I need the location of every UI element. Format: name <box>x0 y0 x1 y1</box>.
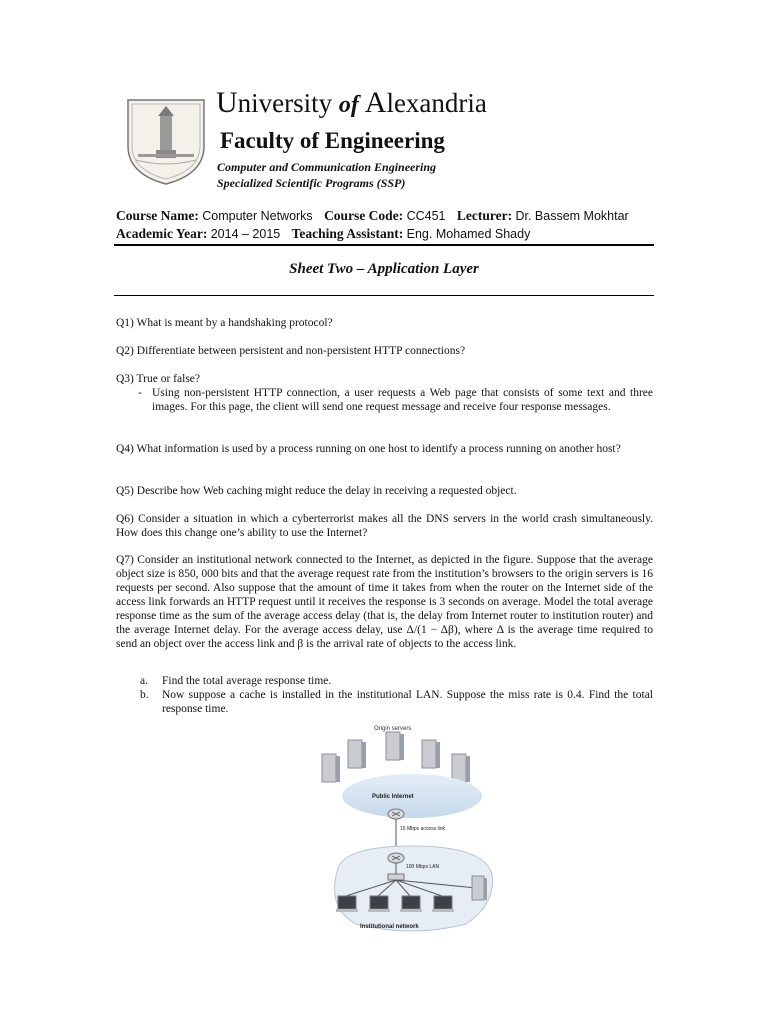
server-icon <box>322 754 340 782</box>
teaching-assistant-label: Teaching Assistant: <box>291 226 404 241</box>
part-a-label: a. <box>140 675 148 687</box>
computer-icon <box>336 896 358 912</box>
program-name: Specialized Scientific Programs (SSP) <box>217 176 406 190</box>
course-name-label: Course Name: <box>116 208 199 223</box>
question-1: Q1) What is meant by a handshaking protocol? <box>116 317 333 329</box>
bullet-dash: - <box>138 387 142 399</box>
server-icon <box>348 740 366 768</box>
sheet-title: Sheet Two – Application Layer <box>289 261 479 277</box>
question-7-part-b <box>140 688 653 716</box>
lecturer-value: Dr. Bassem Mokhtar <box>515 209 629 223</box>
institutional-router-icon <box>388 853 404 863</box>
question-7: Q7) Consider an institutional network connected to the Internet, as depicted in the figure. Suppose that the average object size is 850, 000 bits and that the average request rate from the institution’s browsers to the origin servers is 16 requests per second. Also suppose that the amount of time it takes from when the router on the Internet side of the access link forwards an HTTP request until it receives the response is 3 seconds on average. Model the total average response time as the sum of the average access delay (that is, the delay from Internet router to institution router) and the average Internet delay. For the average access delay, use Δ/(1 − Δβ), where Δ is the average time required to send an object over the access link and β is the arrival rate of objects to the access link. <box>116 554 653 650</box>
institutional-network-label: Institutional network <box>360 924 419 930</box>
question-2: Q2) Differentiate between persistent and non-persistent HTTP connections? <box>116 345 466 357</box>
question-3-statement <box>138 386 653 414</box>
question-3: Q3) True or false? <box>116 373 200 385</box>
header-divider <box>114 244 654 246</box>
institutional-network-cloud <box>335 846 493 931</box>
title-divider <box>114 295 654 296</box>
course-code-label: Course Code: <box>324 208 404 223</box>
server-icon <box>386 732 404 760</box>
computer-icon <box>400 896 422 912</box>
course-name-value: Computer Networks <box>202 209 313 223</box>
network-diagram <box>316 718 508 938</box>
part-b-label: b. <box>140 689 149 701</box>
internet-router-icon <box>388 809 404 819</box>
question-6: Q6) Consider a situation in which a cyberterrorist makes all the DNS servers in the world crash simultaneously. How does this change one’s ability to use the Internet? <box>116 513 653 539</box>
academic-year-label: Academic Year: <box>116 226 208 241</box>
part-a-text: Find the total average response time. <box>162 675 332 687</box>
question-4: Q4) What information is used by a process running on one host to identify a process running on another host? <box>116 443 621 455</box>
access-link-label: 15 Mbps access link <box>400 826 446 832</box>
network-figure <box>316 718 508 938</box>
course-info-line-1 <box>116 208 637 224</box>
title-letter-a: A <box>358 86 387 119</box>
title-part-of: of <box>338 92 359 118</box>
university-logo <box>122 94 210 188</box>
question-5: Q5) Describe how Web caching might reduce the delay in receiving a requested object. <box>116 485 517 497</box>
computer-icon <box>432 896 454 912</box>
part-b-text: Now suppose a cache is installed in the institutional LAN. Suppose the miss rate is 0.4. Find the total response time. <box>162 689 653 715</box>
teaching-assistant-value: Eng. Mohamed Shady <box>406 227 531 241</box>
lan-switch-icon <box>388 874 404 880</box>
question-3-statement-text: Using non-persistent HTTP connection, a user requests a Web page that consists of some text and three images. For this page, the client will send one request message and receive four response messages. <box>152 387 653 413</box>
origin-servers-label: Origin servers <box>374 726 412 732</box>
computer-icon <box>368 896 390 912</box>
question-7-part-a <box>140 674 653 688</box>
course-code-value: CC451 <box>406 209 446 223</box>
course-info-line-2 <box>116 226 538 242</box>
department-name: Computer and Communication Engineering <box>217 160 437 174</box>
public-internet-label: Public Internet <box>372 794 414 800</box>
server-icon <box>452 754 470 782</box>
university-seal-icon <box>122 94 210 188</box>
title-part-lexandria: lexandria <box>386 88 487 118</box>
title-letter-u: U <box>216 86 238 119</box>
lan-server-icon <box>472 876 487 900</box>
lecturer-label: Lecturer: <box>456 208 513 223</box>
faculty-title: Faculty of Engineering <box>220 128 445 153</box>
title-part-niversity: niversity <box>237 88 339 118</box>
lan-label: 100 Mbps LAN <box>406 864 440 870</box>
academic-year-value: 2014 – 2015 <box>210 227 281 241</box>
university-title <box>216 86 487 120</box>
server-icon <box>422 740 440 768</box>
